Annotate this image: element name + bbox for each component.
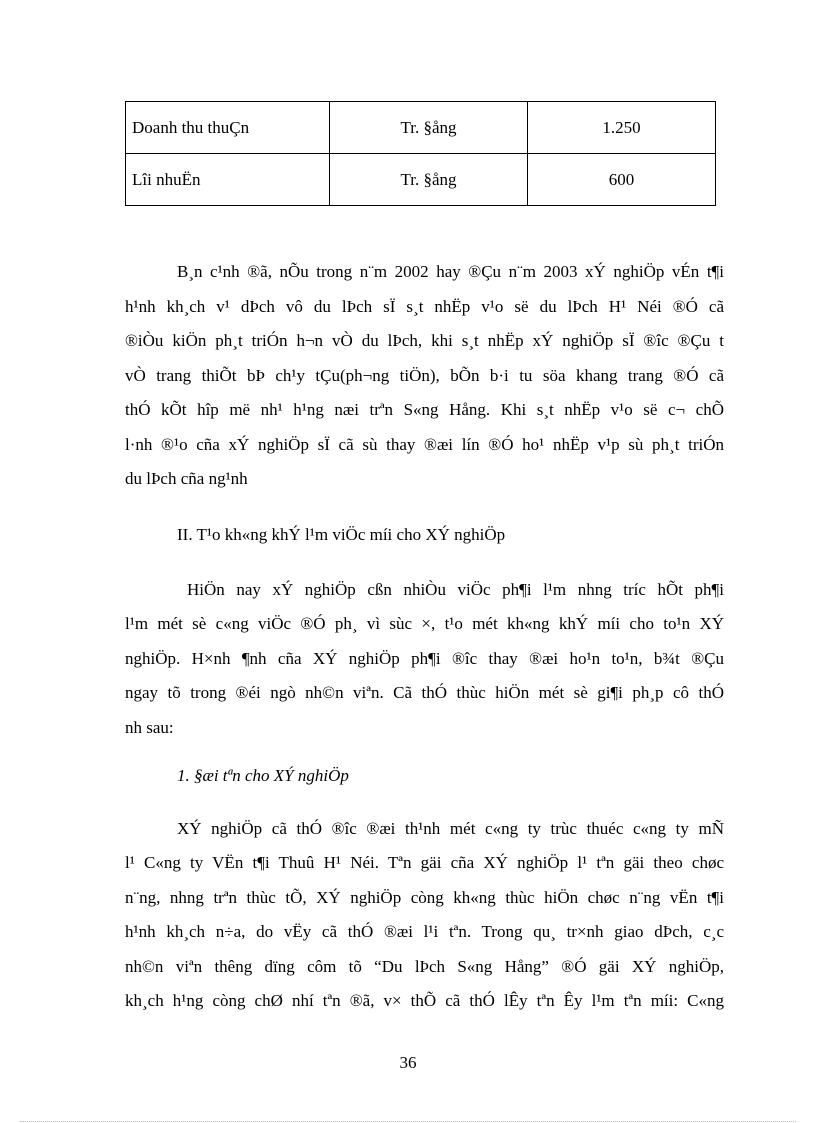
text-line: XÝ nghiÖp cã thÓ ®îc ®æi th¹nh mét c«ng ty trùc thuéc c«ng ty mÑ <box>177 819 724 838</box>
text-line: l·nh ®¹o cña xÝ nghiÖp sÏ cã sù thay ®æi lín ®Ó ho¹ nhËp v¹p sù ph¸t triÓn <box>125 435 724 454</box>
text-line: nh sau: <box>125 718 174 737</box>
text-line: h¹nh kh¸ch n÷a, do vËy cã thÓ ®æi l¹i tªn. Trong qu¸ tr×nh giao dÞch, c¸c <box>125 922 724 941</box>
text-line: ®iÒu kiÖn ph¸t triÓn h¬n vÒ du lÞch, khi s¸t nhËp xÝ nghiÖp sÏ ®îc ®Çu t <box>125 331 724 350</box>
page-bottom-divider <box>20 1121 796 1122</box>
table-row <box>126 154 716 206</box>
text-line: du lÞch cña ng¹nh <box>125 469 248 488</box>
info-table <box>125 101 716 206</box>
page-number: 36 <box>399 1053 417 1072</box>
text-line: thÓ kÕt hîp më nh¹ h¹ng næi trªn S«ng Hång. Khi s¸t nhËp v¹o së c¬ chÕ <box>125 400 724 419</box>
text-line: ngay tõ trong ®éi ngò nh©n viªn. Cã thÓ thùc hiÖn mét sè gi¶i ph¸p cô thÓ <box>125 683 724 702</box>
table-cell: 600 <box>528 154 716 206</box>
table-cell: Doanh thu thuÇn <box>126 102 330 154</box>
table-cell: 1.250 <box>528 102 716 154</box>
text-line: h¹nh kh¸ch v¹ dÞch vô du lÞch sÏ s¸t nhËp v¹o së du lÞch H¹ Néi ®Ó cã <box>125 297 724 316</box>
text-line: nghiÖp. H×nh ¶nh cña XÝ nghiÖp ph¶i ®îc thay ®æi ho¹n to¹n, b¾t ®Çu <box>125 649 724 668</box>
table-cell: Tr. §ång <box>330 154 528 206</box>
text-line: nh©n viªn thêng dïng côm tõ “Du lÞch S«ng Hång” ®Ó gäi XÝ nghiÖp, <box>125 957 724 976</box>
text-line: l¹ C«ng ty VËn t¶i Thuû H¹ Néi. Tªn gäi cña XÝ nghiÖp l¹ tªn gäi theo chøc <box>125 853 724 872</box>
text-line: n¨ng, nhng trªn thùc tÕ, XÝ nghiÖp còng kh«ng thùc hiÖn chøc n¨ng vËn t¶i <box>125 888 724 907</box>
table-cell: Lîi nhuËn <box>126 154 330 206</box>
table-row <box>126 102 716 154</box>
text-line: vÒ trang thiÕt bÞ ch¹y tÇu(ph¬ng tiÖn), bÕn b·i tu söa khang trang ®Ó cã <box>125 366 724 385</box>
table-cell: Tr. §ång <box>330 102 528 154</box>
text-line: kh¸ch h¹ng còng chØ nhí tªn ®ã, v× thÕ cã thÓ lÊy tªn Êy l¹m tªn míi: C«ng <box>125 991 724 1010</box>
text-line: HiÖn nay xÝ nghiÖp cßn nhiÒu viÖc ph¶i l¹m nhng tríc hÕt ph¶i <box>187 580 724 599</box>
subsection-heading: 1. §æi tªn cho XÝ nghiÖp <box>177 766 349 785</box>
text-line: l¹m mét sè c«ng viÖc ®Ó ph¸ vì sùc ×, t¹o mét kh«ng khÝ míi cho to¹n XÝ <box>125 614 724 633</box>
text-line: B¸n c¹nh ®ã, nÕu trong n¨m 2002 hay ®Çu n¨m 2003 xÝ nghiÖp vÉn t¶i <box>177 262 724 281</box>
section-heading: II. T¹o kh«ng khÝ l¹m viÖc míi cho XÝ nghiÖp <box>177 525 506 544</box>
